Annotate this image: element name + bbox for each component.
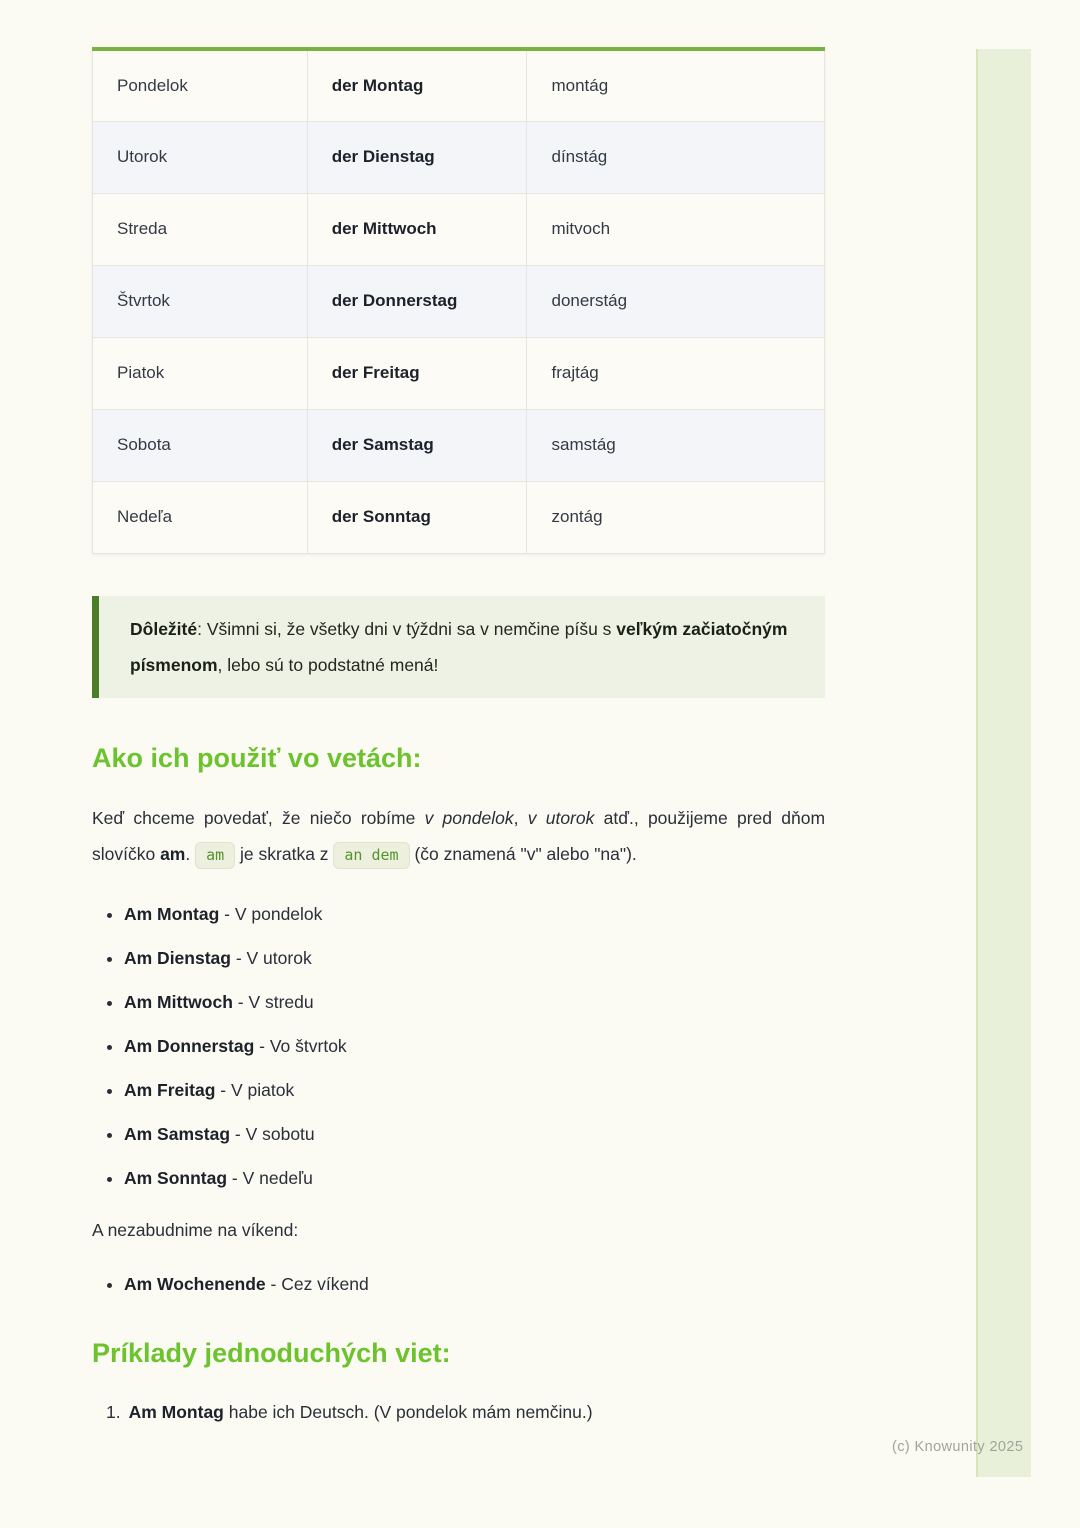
slovak-translation: - V sobotu xyxy=(230,1123,315,1144)
page-edge-decoration xyxy=(976,49,1031,1477)
slovak-translation: - Vo štvrtok xyxy=(254,1035,347,1056)
paragraph-text: (čo znamená "v" alebo "na"). xyxy=(409,843,637,864)
usage-paragraph xyxy=(92,800,825,873)
table-row xyxy=(93,121,825,193)
german-phrase-bold: Am Mittwoch xyxy=(124,991,233,1012)
cell-phonetic: donerstág xyxy=(527,265,825,337)
cell-slovak-day: Pondelok xyxy=(93,49,308,121)
cell-german-day: der Samstag xyxy=(307,409,527,481)
slovak-translation: - V pondelok xyxy=(219,903,323,924)
inline-code-an-dem: an dem xyxy=(333,842,409,869)
day-usage-list xyxy=(92,901,825,1191)
paragraph-text: atď., použijeme pred dňom slovíčko xyxy=(92,807,826,864)
slovak-translation: - V nedeľu xyxy=(227,1167,313,1188)
table-row xyxy=(93,265,825,337)
cell-german-day: der Dienstag xyxy=(307,121,527,193)
numbered-list-item xyxy=(106,1399,825,1425)
section-heading-examples: Príklady jednoduchých viet: xyxy=(92,1337,451,1368)
cell-german-day: der Donnerstag xyxy=(307,265,527,337)
list-item xyxy=(124,1033,825,1059)
cell-phonetic: dínstág xyxy=(527,121,825,193)
cell-phonetic: frajtág xyxy=(527,337,825,409)
document-content xyxy=(92,47,825,1425)
cell-german-day: der Freitag xyxy=(307,337,527,409)
list-item xyxy=(124,1121,825,1147)
german-phrase-bold: Am Samstag xyxy=(124,1123,231,1144)
german-phrase-bold: Am Sonntag xyxy=(124,1167,228,1188)
table-row xyxy=(93,409,825,481)
cell-german-day: der Montag xyxy=(307,49,527,121)
list-item xyxy=(124,989,825,1015)
german-phrase-bold: Am Dienstag xyxy=(124,947,231,968)
italic-phrase: v utorok xyxy=(527,807,595,828)
callout-emphasis-bold: veľkým začiatočným písmenom xyxy=(130,618,788,675)
section-heading-usage: Ako ich použiť vo vetách: xyxy=(92,742,422,773)
example-sentence-text: habe ich Deutsch. (V pondelok mám nemčinu.) xyxy=(223,1401,593,1422)
copyright-watermark: (c) Knowunity 2025 xyxy=(892,1439,1024,1455)
german-phrase-bold: Am Donnerstag xyxy=(124,1035,255,1056)
paragraph-text: je skratka z xyxy=(235,843,334,864)
table-row xyxy=(93,49,825,121)
german-phrase-bold: Am Montag xyxy=(124,903,220,924)
cell-slovak-day: Sobota xyxy=(93,409,308,481)
bold-word-am: am xyxy=(160,843,186,864)
list-item xyxy=(124,1271,825,1297)
example-sentences-list xyxy=(92,1399,825,1425)
slovak-translation: - V piatok xyxy=(215,1079,295,1100)
cell-slovak-day: Nedeľa xyxy=(93,481,308,553)
cell-phonetic: samstág xyxy=(527,409,825,481)
slovak-translation: - V utorok xyxy=(230,947,312,968)
list-item xyxy=(124,1165,825,1191)
important-callout xyxy=(92,596,825,698)
weekend-intro-text: A nezabudnime na víkend: xyxy=(92,1219,299,1240)
german-phrase-bold: Am Montag xyxy=(128,1401,224,1422)
german-phrase-bold: Am Freitag xyxy=(124,1079,216,1100)
slovak-translation: - Cez víkend xyxy=(265,1273,369,1294)
cell-german-day: der Mittwoch xyxy=(307,193,527,265)
cell-german-day: der Sonntag xyxy=(307,481,527,553)
cell-phonetic: mitvoch xyxy=(527,193,825,265)
slovak-translation: - V stredu xyxy=(232,991,314,1012)
paragraph-text: . xyxy=(185,843,196,864)
weekend-list xyxy=(92,1271,825,1297)
table-row xyxy=(93,337,825,409)
cell-slovak-day: Streda xyxy=(93,193,308,265)
table-row xyxy=(93,193,825,265)
cell-slovak-day: Štvrtok xyxy=(93,265,308,337)
callout-lead-bold: Dôležité xyxy=(130,618,198,639)
inline-code-am: am xyxy=(195,842,235,869)
german-phrase-bold: Am Wochenende xyxy=(124,1273,266,1294)
cell-slovak-day: Utorok xyxy=(93,121,308,193)
callout-text: : Všimni si, že všetky dni v týždni sa v nemčine píšu s xyxy=(197,618,617,639)
cell-phonetic: zontág xyxy=(527,481,825,553)
cell-phonetic: montág xyxy=(527,49,825,121)
italic-phrase: v pondelok xyxy=(424,807,514,828)
days-of-week-table xyxy=(92,47,825,554)
list-item xyxy=(124,901,825,927)
cell-slovak-day: Piatok xyxy=(93,337,308,409)
list-number: 1. xyxy=(106,1401,121,1422)
callout-text-end: , lebo sú to podstatné mená! xyxy=(217,654,439,675)
table-row xyxy=(93,481,825,553)
list-item xyxy=(124,1077,825,1103)
list-item xyxy=(124,945,825,971)
paragraph-text: Keď chceme povedať, že niečo robíme xyxy=(92,807,425,828)
paragraph-text: , xyxy=(513,807,528,828)
